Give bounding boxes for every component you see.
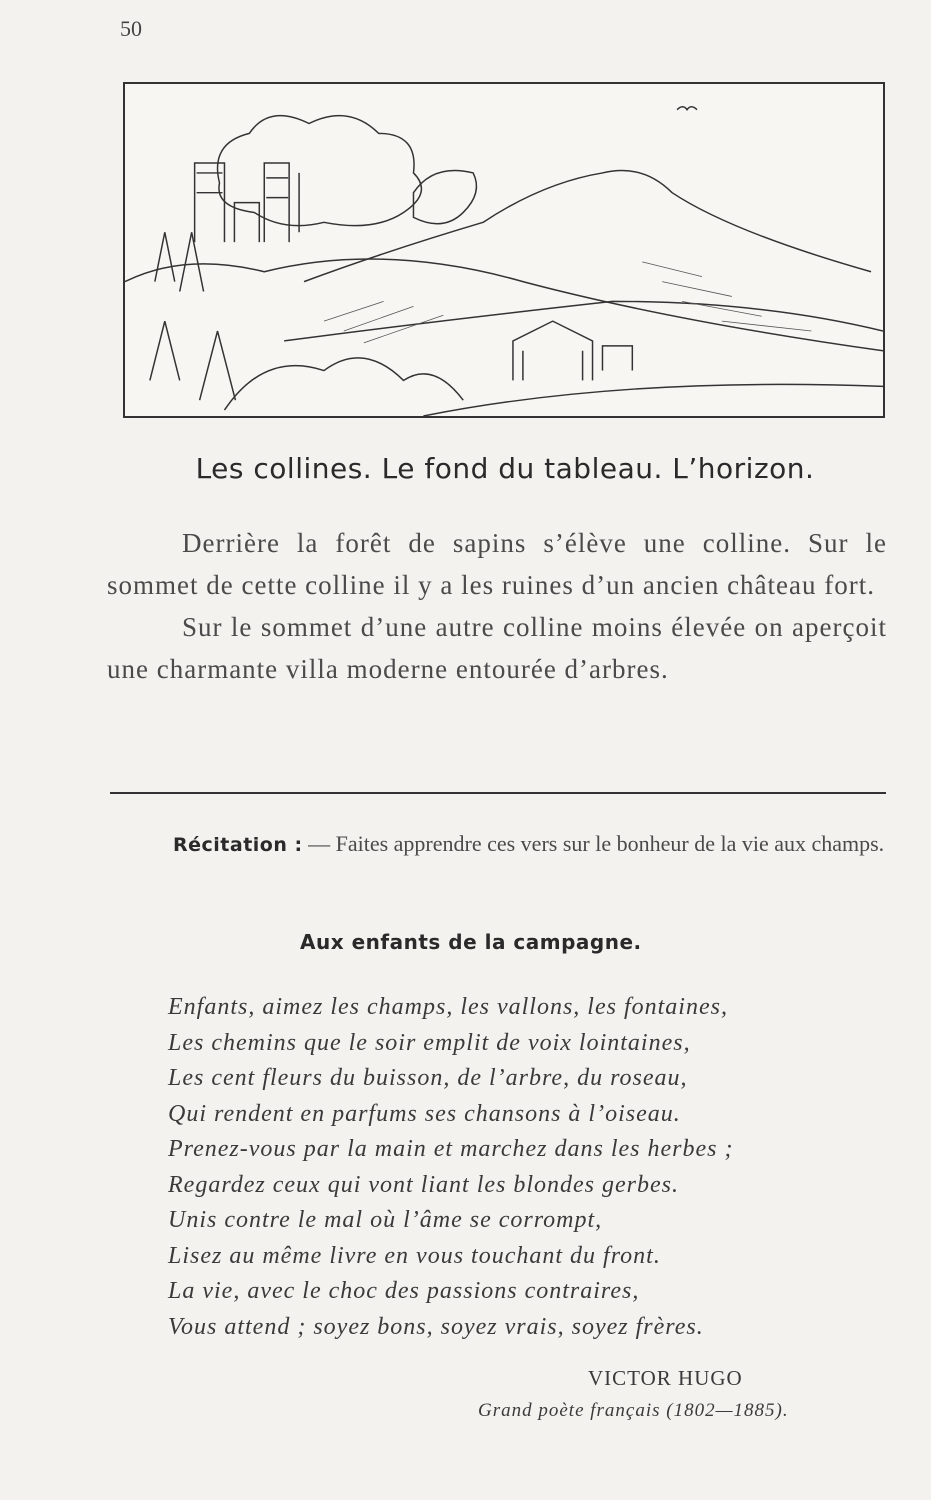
bird-icon	[677, 107, 697, 110]
poem-body	[168, 990, 898, 1345]
section-divider	[110, 792, 886, 794]
hills-landscape-illustration	[123, 82, 885, 418]
poem-line: Les chemins que le soir emplit de voix lointaines,	[168, 1029, 691, 1056]
prose-paragraph: Sur le sommet d’une autre colline moins élevée on aperçoit une charmante villa moderne entourée d’arbres.	[107, 612, 887, 684]
page-number: 50	[120, 16, 142, 41]
poem-line: Qui rendent en parfums ses chansons à l’oiseau.	[168, 1100, 681, 1127]
poem-line: Lisez au même livre en vous touchant du front.	[168, 1242, 661, 1269]
recitation-label: Récitation :	[173, 834, 303, 856]
recitation-text: — Faites apprendre ces vers sur le bonheur de la vie aux champs.	[302, 831, 885, 856]
poem-line: Prenez-vous par la main et marchez dans les herbes ;	[168, 1136, 734, 1162]
author-description: Grand poète français (1802—1885).	[478, 1400, 789, 1421]
poem-line: Unis contre le mal où l’âme se corrompt,	[168, 1207, 603, 1233]
poem-line: La vie, avec le choc des passions contraires,	[168, 1278, 640, 1304]
poem-line: Enfants, aimez les champs, les vallons, les fontaines,	[168, 994, 728, 1020]
poem-line: Regardez ceux qui vont liant les blondes gerbes.	[168, 1171, 680, 1198]
recitation-instruction	[107, 826, 887, 863]
prose-section	[107, 522, 887, 690]
poem-line: Vous attend ; soyez bons, soyez vrais, soyez frères.	[168, 1313, 704, 1340]
illustration-caption: Les collines. Le fond du tableau. L’horizon.	[195, 452, 815, 485]
poem-author: VICTOR HUGO	[588, 1366, 743, 1390]
prose-paragraph: Derrière la forêt de sapins s’élève une colline. Sur le sommet de cette colline il y a les ruines d’un ancien château fort.	[107, 528, 887, 600]
landscape-drawing	[125, 84, 883, 416]
poem-line: Les cent fleurs du buisson, de l’arbre, du roseau,	[168, 1065, 688, 1091]
poem-title: Aux enfants de la campagne.	[300, 930, 642, 954]
